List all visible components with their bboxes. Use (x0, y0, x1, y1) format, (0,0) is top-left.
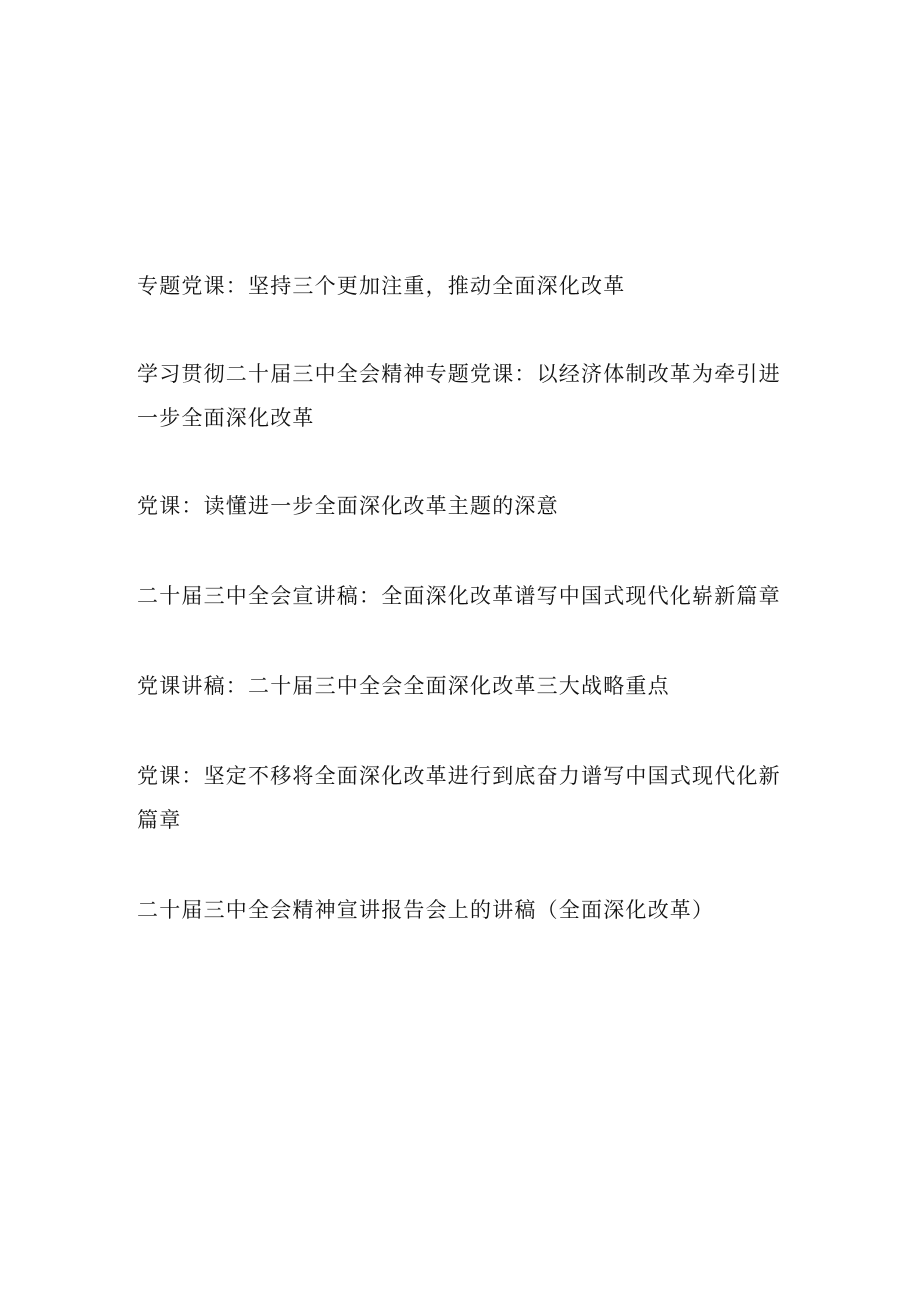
list-item: 学习贯彻二十届三中全会精神专题党课：以经济体制改革为牵引进一步全面深化改革 (137, 362, 781, 430)
list-item: 党课讲稿：二十届三中全会全面深化改革三大战略重点 (137, 674, 670, 698)
list-item: 二十届三中全会宣讲稿：全面深化改革谱写中国式现代化崭新篇章 (137, 584, 781, 608)
list-item: 专题党课：坚持三个更加注重，推动全面深化改革 (137, 274, 626, 298)
list-item: 党课：坚定不移将全面深化改革进行到底奋力谱写中国式现代化新篇章 (137, 764, 781, 832)
list-item: 二十届三中全会精神宣讲报告会上的讲稿（全面深化改革） (137, 898, 715, 922)
list-item: 党课：读懂进一步全面深化改革主题的深意 (137, 494, 559, 518)
